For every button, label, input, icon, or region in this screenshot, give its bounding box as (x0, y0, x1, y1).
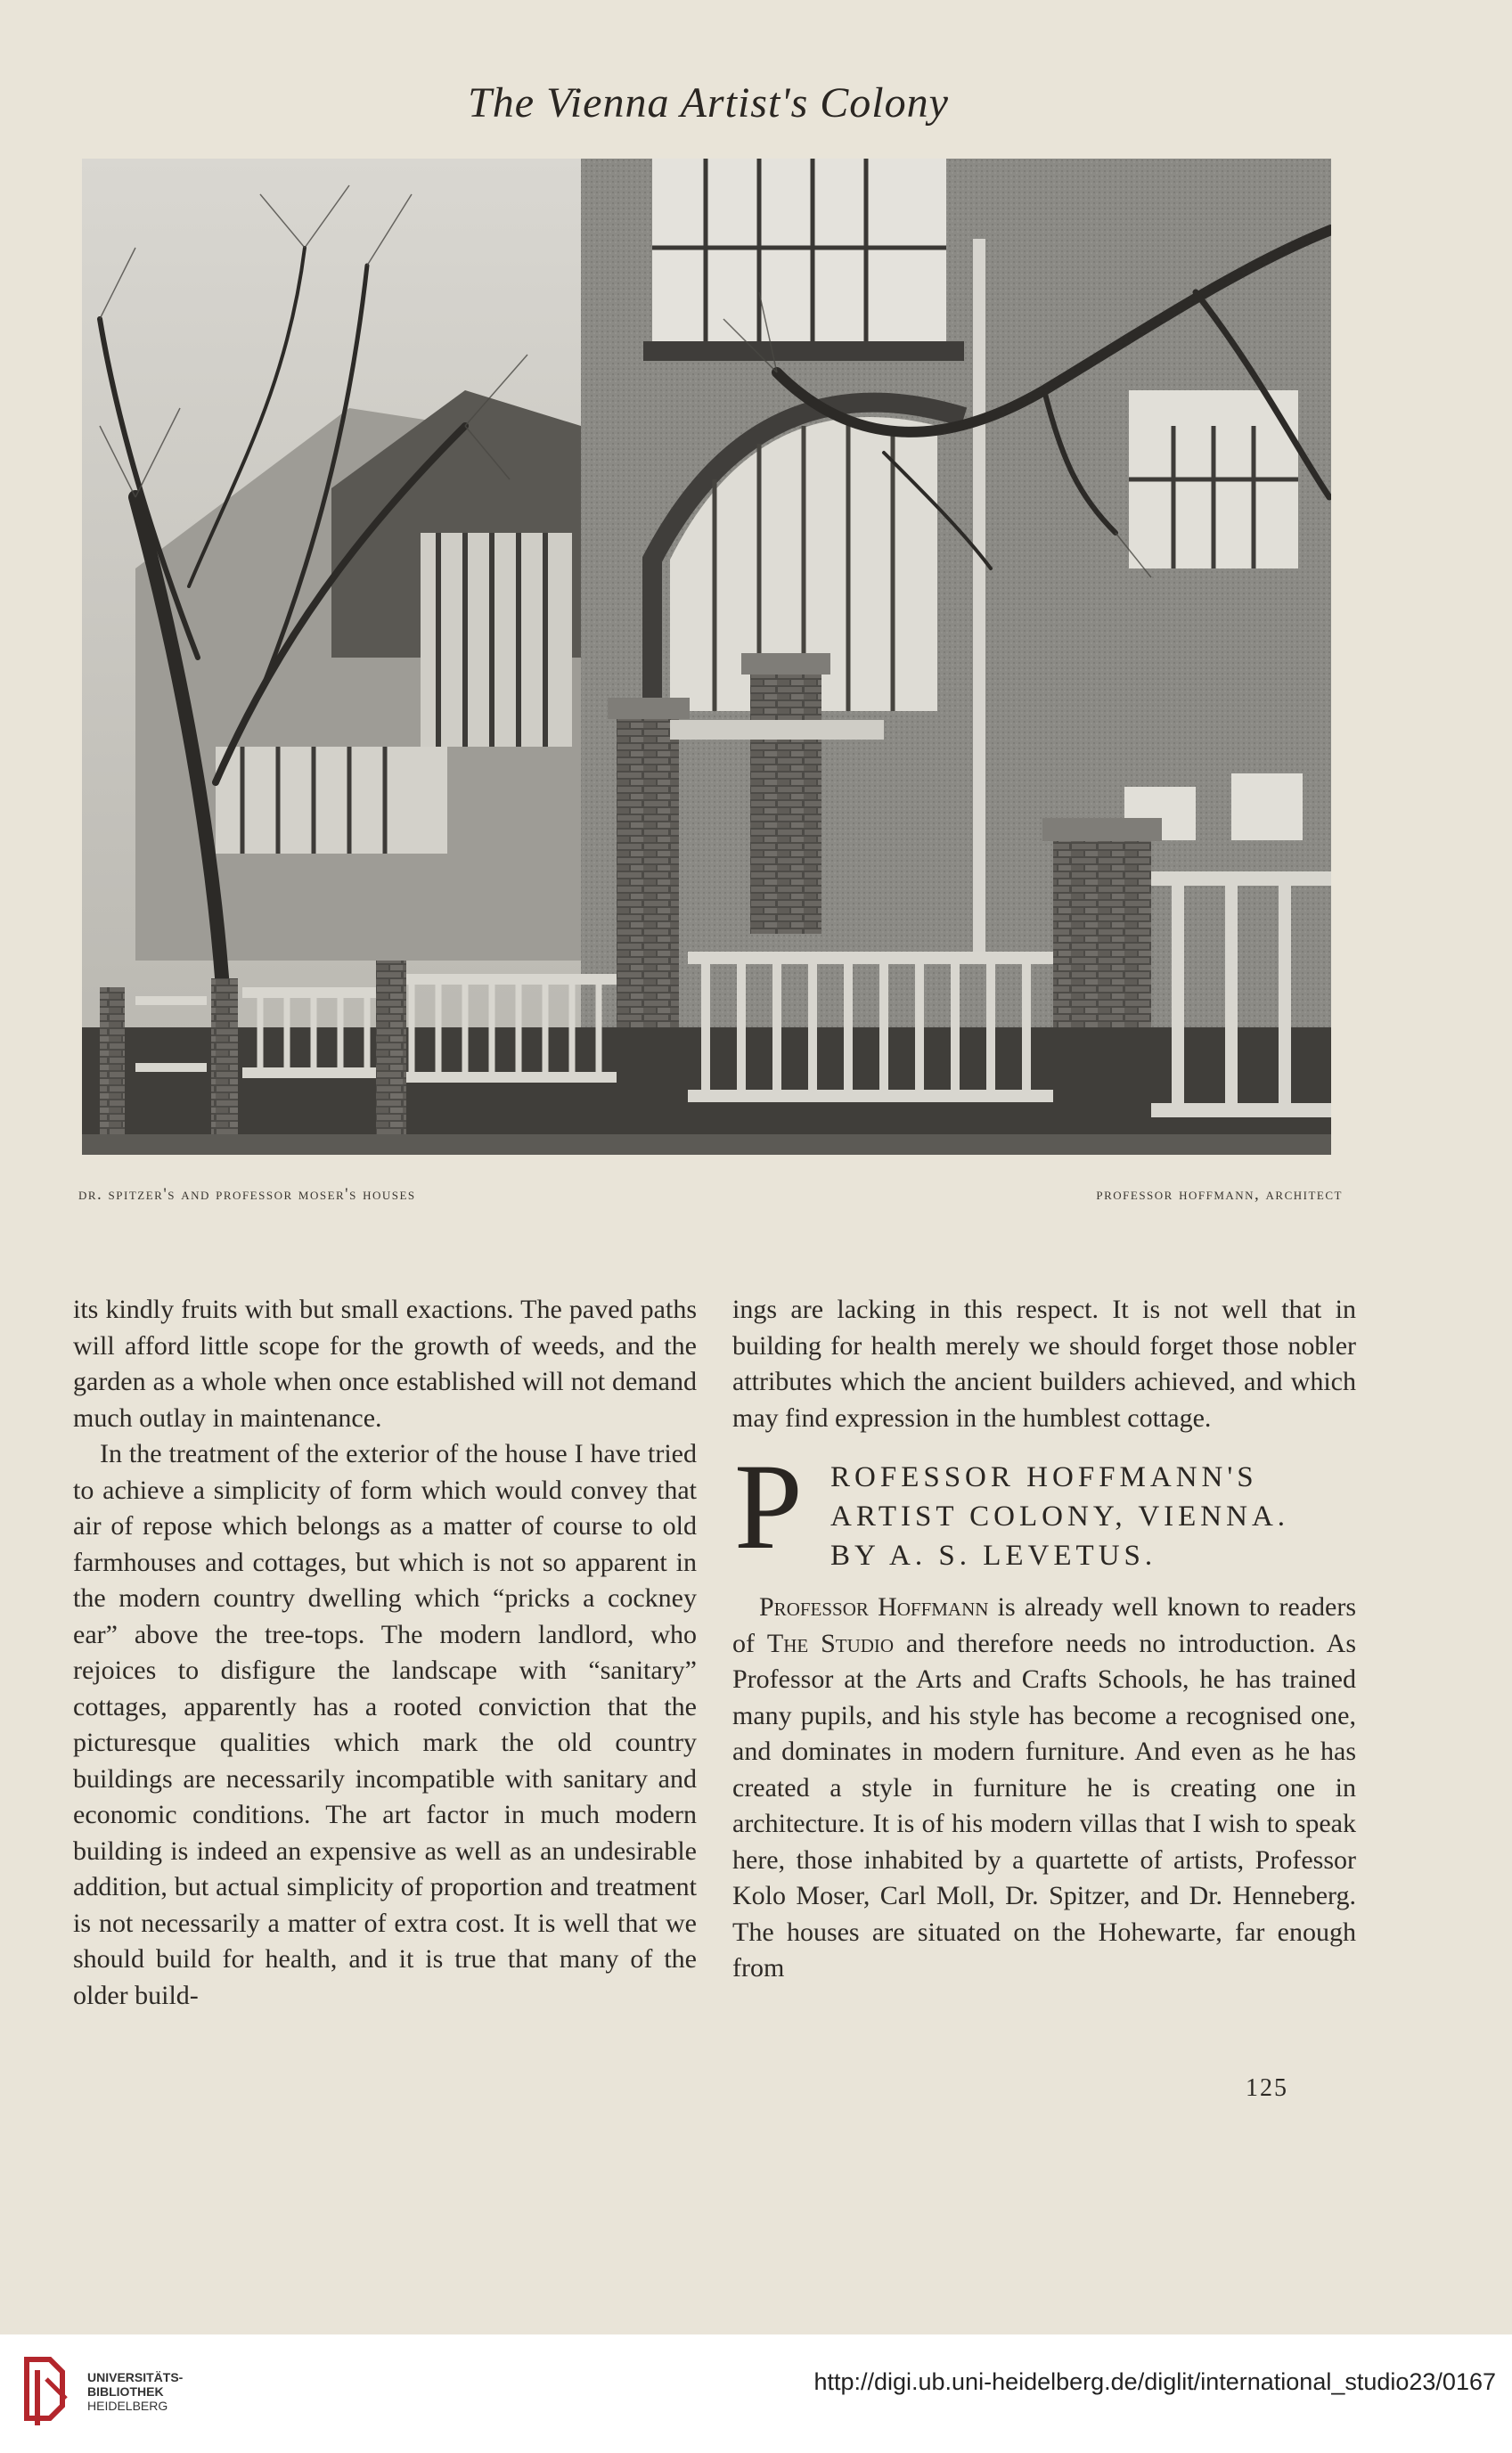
paragraph-text: is already well known to readers of (732, 1592, 1356, 1658)
article-byline: BY A. S. LEVETUS. (830, 1540, 1157, 1572)
text-column-left (73, 1292, 697, 2014)
magazine-name: The Studio (766, 1628, 895, 1658)
library-name-line: UNIVERSITÄTS- (87, 2370, 184, 2384)
paragraph: ings are lacking in this respect. It is not well that in building for health merely we should forget those nobler attributes which the ancient builders achieved, and which may find expression in the humblest cottage. (732, 1295, 1356, 1433)
paragraph-text: and therefore needs no introduction. As Professor at the Arts and Crafts Schools, he has trained many pupils, and his style has become a recognised one, and dominates in modern furniture. And even as he has created a style in furniture he is creating one in architecture. It is of his modern villas that I wish to speak here, those inhabited by a quartette of artists, Professor Kolo Moser, Carl Moll, Dr. Spitzer, and Dr. Henneberg. The houses are situated on the Hohewarte, far enough from (732, 1628, 1357, 1983)
article-heading (732, 1438, 1356, 1590)
photo-caption-left: dr. spitzer's and professor moser's houses (78, 1185, 416, 1204)
text-column-right (732, 1292, 1356, 1987)
drop-cap: P (734, 1438, 803, 1574)
paragraph: In the treatment of the exterior of the house I have tried to achieve a simplicity of form which would convey that air of repose which belongs as a matter of course to old farmhouses and cottages, but which is not so apparent in the modern country dwelling which “pricks a cockney ear” above the tree-tops. The modern landlord, who rejoices to disfigure the landscape with “sanitary” cottages, apparently has a rooted conviction that the picturesque qualities which mark the old country buildings are necessarily incompatible with sanitary and economic conditions. The art factor in much modern building is indeed an expensive as well as an undesirable addition, but actual simplicity of proportion and treatment is not necessarily a matter of extra cost. It is well that we should build for health, and it is true that many of the older build- (73, 1439, 697, 2010)
library-name-line: HEIDELBERG (87, 2399, 168, 2413)
library-name-line: BIBLIOTHEK (87, 2384, 164, 2399)
photo-caption-right: professor hoffmann, architect (1096, 1185, 1343, 1204)
lead-in: Professor Hoffmann (759, 1592, 989, 1622)
running-head: The Vienna Artist's Colony (468, 79, 949, 127)
library-name (87, 2370, 183, 2413)
paragraph: its kindly fruits with but small exactions. The paved paths will afford little scope for the growth of weeds, and the garden as a whole when once established will not demand much outlay in maintenance. (73, 1295, 697, 1433)
page-number: 125 (1246, 2074, 1288, 2102)
source-url-link[interactable]: http://digi.ub.uni-heidelberg.de/diglit/international_studio23/0167 (813, 2368, 1496, 2395)
article-title-line-2: ARTIST COLONY, VIENNA. (830, 1500, 1290, 1533)
digitization-footer (0, 2334, 1512, 2453)
photograph-houses (82, 159, 1331, 1155)
article-title-line-1: ROFESSOR HOFFMANN'S (830, 1461, 1258, 1493)
library-logo-icon (20, 2354, 73, 2429)
house-illustration (82, 159, 1331, 1155)
paragraph (732, 1590, 1356, 1987)
